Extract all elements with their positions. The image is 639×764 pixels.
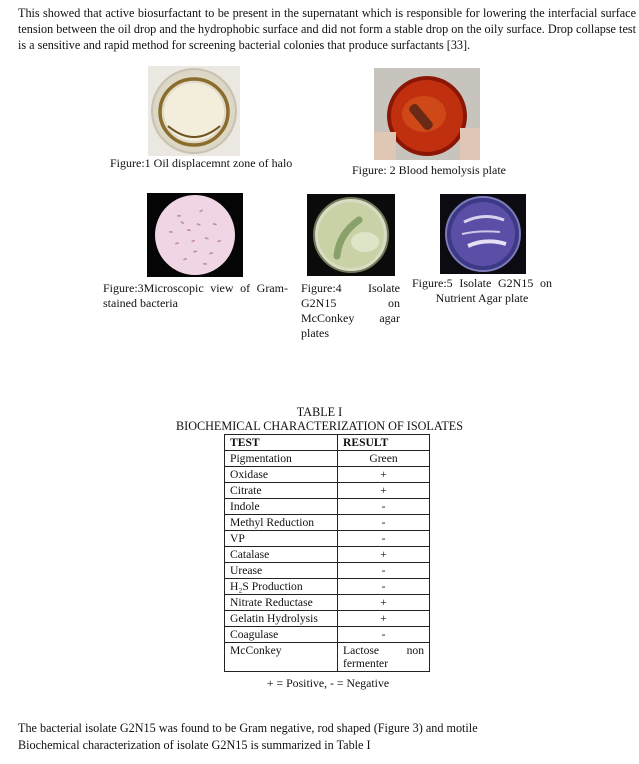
result-cell: Green bbox=[338, 451, 430, 467]
header-result: RESULT bbox=[338, 435, 430, 451]
mcconkey-plate-image bbox=[307, 194, 395, 276]
table-title: BIOCHEMICAL CHARACTERIZATION OF ISOLATES bbox=[176, 419, 463, 433]
table-legend: + = Positive, - = Negative bbox=[266, 676, 390, 690]
test-cell: Gelatin Hydrolysis bbox=[225, 611, 338, 627]
table-row bbox=[225, 451, 430, 467]
result-cell: + bbox=[338, 611, 430, 627]
result-cell: - bbox=[338, 579, 430, 595]
table-row bbox=[225, 563, 430, 579]
microscopic-view-image bbox=[147, 193, 243, 277]
result-cell: - bbox=[338, 627, 430, 643]
test-cell: Indole bbox=[225, 499, 338, 515]
outro-line-2: Biochemical characterization of isolate G2N15 is summarized in Table I bbox=[18, 738, 371, 752]
outro-paragraph bbox=[18, 720, 478, 754]
test-cell: Urease bbox=[225, 563, 338, 579]
figure-4-caption: Figure:4 Isolate G2N15 on McConkey agar plates bbox=[301, 281, 400, 340]
outro-line-1: The bacterial isolate G2N15 was found to be Gram negative, rod shaped (Figure 3) and motile bbox=[18, 721, 478, 735]
nutrient-agar-image bbox=[440, 194, 526, 274]
test-cell: McConkey bbox=[225, 643, 338, 672]
test-cell: Pigmentation bbox=[225, 451, 338, 467]
figure-3-caption: Figure:3Microscopic view of Gram-stained bacteria bbox=[103, 281, 288, 310]
table-row bbox=[225, 467, 430, 483]
intro-paragraph: This showed that active biosurfactant to be present in the supernatant which is responsible for lowering the interfacial surface tension between the oil drop and the hydrophobic surface and did not form a stable drop on the oily surface. Drop collapse test is a sensitive and rapid method for screening bacterial colonies that produce surfactants [33]. bbox=[18, 6, 636, 52]
header-test: TEST bbox=[225, 435, 338, 451]
table-row bbox=[225, 643, 430, 672]
biochemical-table bbox=[224, 434, 430, 672]
table-row bbox=[225, 515, 430, 531]
table-row bbox=[225, 499, 430, 515]
result-cell: + bbox=[338, 483, 430, 499]
result-cell: - bbox=[338, 563, 430, 579]
result-cell: - bbox=[338, 515, 430, 531]
table-number: TABLE I bbox=[296, 405, 343, 419]
figure-1-caption: Figure:1 Oil displacemnt zone of halo bbox=[110, 156, 293, 170]
result-cell: + bbox=[338, 547, 430, 563]
result-cell: + bbox=[338, 595, 430, 611]
oil-displacement-image bbox=[148, 66, 240, 156]
test-cell: Nitrate Reductase bbox=[225, 595, 338, 611]
test-cell: Coagulase bbox=[225, 627, 338, 643]
table-row bbox=[225, 531, 430, 547]
figure-5-caption: Figure:5 Isolate G2N15 on Nutrient Agar plate bbox=[412, 276, 552, 305]
result-cell: - bbox=[338, 499, 430, 515]
blood-hemolysis-image bbox=[374, 68, 480, 160]
test-cell: Catalase bbox=[225, 547, 338, 563]
test-cell: H₂S Production bbox=[225, 579, 338, 595]
test-cell: VP bbox=[225, 531, 338, 547]
table-header-row bbox=[225, 435, 430, 451]
result-cell: + bbox=[338, 467, 430, 483]
table-row bbox=[225, 579, 430, 595]
test-cell: Methyl Reduction bbox=[225, 515, 338, 531]
result-cell: Lactose non fermenter bbox=[338, 643, 430, 672]
figure-2-caption: Figure: 2 Blood hemolysis plate bbox=[352, 163, 506, 177]
test-cell: Oxidase bbox=[225, 467, 338, 483]
test-cell: Citrate bbox=[225, 483, 338, 499]
table-row bbox=[225, 547, 430, 563]
table-row bbox=[225, 483, 430, 499]
table-row bbox=[225, 595, 430, 611]
table-row bbox=[225, 611, 430, 627]
result-cell: - bbox=[338, 531, 430, 547]
table-row bbox=[225, 627, 430, 643]
